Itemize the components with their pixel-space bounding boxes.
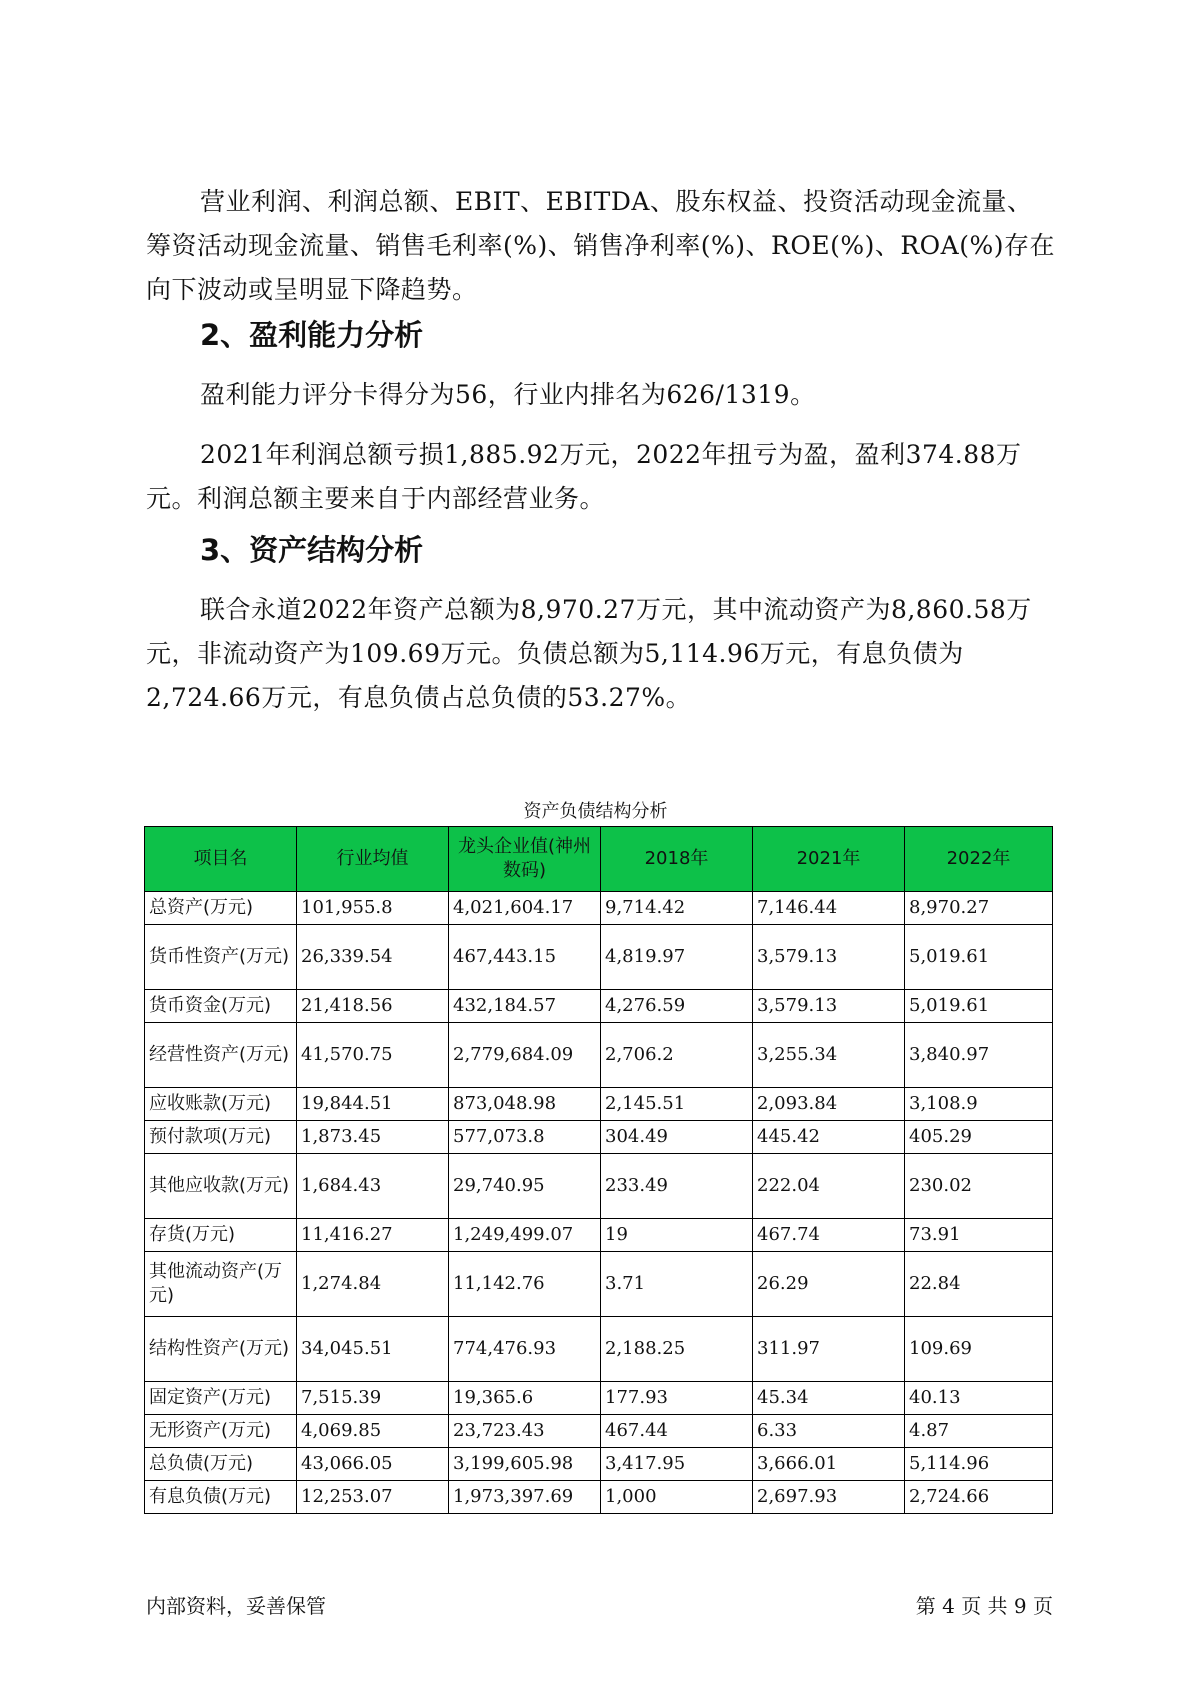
paragraph-assets: 联合永道2022年资产总额为8,970.27万元，其中流动资产为8,860.58万元，非流动资产为109.69万元。负债总额为5,114.96万元，有息负债为2,724.66万元，有息负债占总负债的53.27%。 — [146, 595, 1032, 712]
value-cell: 467.44 — [601, 1415, 753, 1448]
table-row — [145, 1382, 1053, 1415]
table-row — [145, 1219, 1053, 1252]
table-row — [145, 1088, 1053, 1121]
value-cell: 3,579.13 — [753, 990, 905, 1023]
balance-structure-table — [144, 826, 1053, 1514]
table-row — [145, 925, 1053, 990]
value-cell: 22.84 — [905, 1252, 1053, 1317]
value-cell: 1,873.45 — [297, 1121, 449, 1154]
value-cell: 222.04 — [753, 1154, 905, 1219]
value-cell: 3,666.01 — [753, 1448, 905, 1481]
row-label-cell: 总负债(万元) — [145, 1448, 297, 1481]
value-cell: 5,114.96 — [905, 1448, 1053, 1481]
value-cell: 4,069.85 — [297, 1415, 449, 1448]
value-cell: 233.49 — [601, 1154, 753, 1219]
value-cell: 2,779,684.09 — [449, 1023, 601, 1088]
value-cell: 1,249,499.07 — [449, 1219, 601, 1252]
table-row — [145, 1023, 1053, 1088]
value-cell: 34,045.51 — [297, 1317, 449, 1382]
value-cell: 40.13 — [905, 1382, 1053, 1415]
value-cell: 11,142.76 — [449, 1252, 601, 1317]
value-cell: 304.49 — [601, 1121, 753, 1154]
table-row — [145, 1154, 1053, 1219]
table-header-cell: 2021年 — [753, 827, 905, 892]
table-caption: 资产负债结构分析 — [523, 801, 668, 822]
row-label-cell: 其他应收款(万元) — [145, 1154, 297, 1219]
value-cell: 177.93 — [601, 1382, 753, 1415]
value-cell: 9,714.42 — [601, 892, 753, 925]
value-cell: 1,684.43 — [297, 1154, 449, 1219]
value-cell: 405.29 — [905, 1121, 1053, 1154]
paragraph-score: 盈利能力评分卡得分为56，行业内排名为626/1319。 — [200, 380, 816, 409]
value-cell: 7,515.39 — [297, 1382, 449, 1415]
table-row — [145, 1317, 1053, 1382]
value-cell: 19,844.51 — [297, 1088, 449, 1121]
value-cell: 1,000 — [601, 1481, 753, 1514]
table-row — [145, 892, 1053, 925]
value-cell: 29,740.95 — [449, 1154, 601, 1219]
value-cell: 230.02 — [905, 1154, 1053, 1219]
row-label-cell: 货币资金(万元) — [145, 990, 297, 1023]
paragraph-profit: 2021年利润总额亏损1,885.92万元，2022年扭亏为盈，盈利374.88万元。利润总额主要来自于内部经营业务。 — [146, 440, 1022, 513]
value-cell: 3,199,605.98 — [449, 1448, 601, 1481]
value-cell: 7,146.44 — [753, 892, 905, 925]
value-cell: 3,255.34 — [753, 1023, 905, 1088]
heading-profitability: 2、盈利能力分析 — [200, 318, 424, 352]
value-cell: 873,048.98 — [449, 1088, 601, 1121]
row-label-cell: 有息负债(万元) — [145, 1481, 297, 1514]
value-cell: 2,188.25 — [601, 1317, 753, 1382]
value-cell: 445.42 — [753, 1121, 905, 1154]
table-row — [145, 1121, 1053, 1154]
value-cell: 4.87 — [905, 1415, 1053, 1448]
value-cell: 43,066.05 — [297, 1448, 449, 1481]
table-row — [145, 1415, 1053, 1448]
value-cell: 3.71 — [601, 1252, 753, 1317]
footer-page-number: 第 4 页 共 9 页 — [915, 1594, 1053, 1618]
value-cell: 5,019.61 — [905, 925, 1053, 990]
value-cell: 2,706.2 — [601, 1023, 753, 1088]
row-label-cell: 总资产(万元) — [145, 892, 297, 925]
value-cell: 2,697.93 — [753, 1481, 905, 1514]
heading-asset-structure: 3、资产结构分析 — [200, 533, 424, 567]
row-label-cell: 其他流动资产(万元) — [145, 1252, 297, 1317]
table-row — [145, 1481, 1053, 1514]
value-cell: 23,723.43 — [449, 1415, 601, 1448]
footer-confidential-note: 内部资料，妥善保管 — [146, 1594, 326, 1618]
table-header-cell: 龙头企业值(神州数码) — [449, 827, 601, 892]
value-cell: 26.29 — [753, 1252, 905, 1317]
row-label-cell: 货币性资产(万元) — [145, 925, 297, 990]
row-label-cell: 固定资产(万元) — [145, 1382, 297, 1415]
value-cell: 21,418.56 — [297, 990, 449, 1023]
table-row — [145, 1448, 1053, 1481]
row-label-cell: 存货(万元) — [145, 1219, 297, 1252]
table-row — [145, 1252, 1053, 1317]
row-label-cell: 无形资产(万元) — [145, 1415, 297, 1448]
value-cell: 5,019.61 — [905, 990, 1053, 1023]
value-cell: 6.33 — [753, 1415, 905, 1448]
table-body — [145, 892, 1053, 1514]
table-header-row — [145, 827, 1053, 892]
value-cell: 2,145.51 — [601, 1088, 753, 1121]
value-cell: 3,840.97 — [905, 1023, 1053, 1088]
value-cell: 101,955.8 — [297, 892, 449, 925]
row-label-cell: 经营性资产(万元) — [145, 1023, 297, 1088]
value-cell: 19 — [601, 1219, 753, 1252]
value-cell: 4,819.97 — [601, 925, 753, 990]
value-cell: 41,570.75 — [297, 1023, 449, 1088]
value-cell: 311.97 — [753, 1317, 905, 1382]
value-cell: 467.74 — [753, 1219, 905, 1252]
paragraph-trend: 营业利润、利润总额、EBIT、EBITDA、股东权益、投资活动现金流量、筹资活动现金流量、销售毛利率(%)、销售净利率(%)、ROE(%)、ROA(%)存在向下波动或呈明显下降趋势。 — [146, 187, 1055, 304]
value-cell: 1,973,397.69 — [449, 1481, 601, 1514]
value-cell: 73.91 — [905, 1219, 1053, 1252]
value-cell: 3,108.9 — [905, 1088, 1053, 1121]
value-cell: 26,339.54 — [297, 925, 449, 990]
value-cell: 11,416.27 — [297, 1219, 449, 1252]
row-label-cell: 应收账款(万元) — [145, 1088, 297, 1121]
value-cell: 19,365.6 — [449, 1382, 601, 1415]
row-label-cell: 预付款项(万元) — [145, 1121, 297, 1154]
value-cell: 109.69 — [905, 1317, 1053, 1382]
value-cell: 577,073.8 — [449, 1121, 601, 1154]
value-cell: 4,276.59 — [601, 990, 753, 1023]
value-cell: 8,970.27 — [905, 892, 1053, 925]
value-cell: 467,443.15 — [449, 925, 601, 990]
table-row — [145, 990, 1053, 1023]
value-cell: 12,253.07 — [297, 1481, 449, 1514]
value-cell: 774,476.93 — [449, 1317, 601, 1382]
table-header-cell: 项目名 — [145, 827, 297, 892]
value-cell: 3,417.95 — [601, 1448, 753, 1481]
value-cell: 432,184.57 — [449, 990, 601, 1023]
value-cell: 2,724.66 — [905, 1481, 1053, 1514]
value-cell: 1,274.84 — [297, 1252, 449, 1317]
table-header-cell: 2022年 — [905, 827, 1053, 892]
table-header-cell: 2018年 — [601, 827, 753, 892]
value-cell: 3,579.13 — [753, 925, 905, 990]
value-cell: 2,093.84 — [753, 1088, 905, 1121]
value-cell: 4,021,604.17 — [449, 892, 601, 925]
table-header-cell: 行业均值 — [297, 827, 449, 892]
row-label-cell: 结构性资产(万元) — [145, 1317, 297, 1382]
value-cell: 45.34 — [753, 1382, 905, 1415]
